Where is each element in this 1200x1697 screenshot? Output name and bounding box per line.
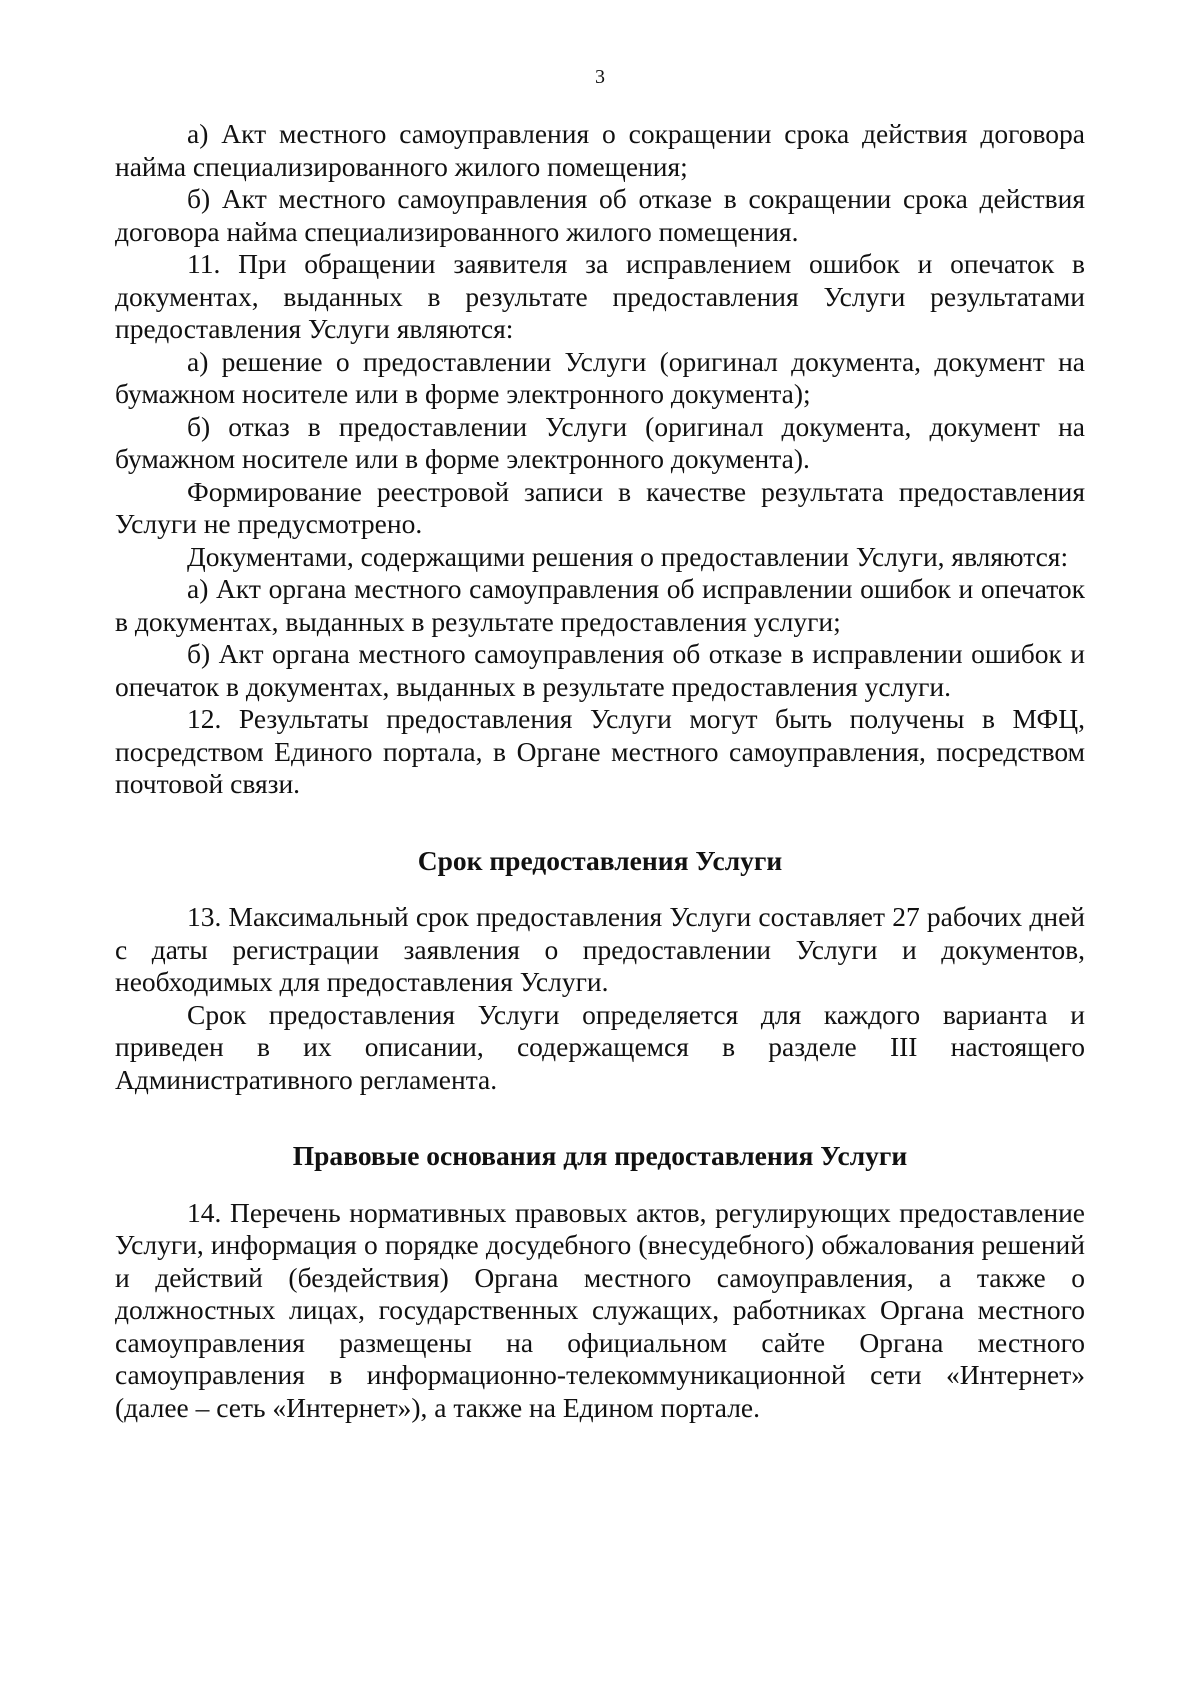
paragraph-12: 12. Результаты предоставления Услуги могут быть получены в МФЦ, посредством Единого портала, в Органе местного самоуправления, посредством почтовой связи. [115,703,1085,799]
paragraph-term-variant: Срок предоставления Услуги определяется для каждого варианта и приведен в их описании, содержащемся в разделе III настоящего Административного регламента. [115,998,1085,1095]
section-heading-legal-basis: Правовые основания для предоставления Услуги [292,1140,908,1171]
paragraph-registry-record: Формирование реестровой записи в качестве результата предоставления Услуги не предусмотрено. [115,475,1085,539]
paragraph-result-a: а) Акт местного самоуправления о сокращении срока действия договора найма специализированного жилого помещения; [115,118,1085,182]
document-body [115,118,1085,1424]
paragraph-decision-a: а) Акт органа местного самоуправления об исправлении ошибок и опечаток в документах, выданных в результате предоставления услуги; [115,573,1085,637]
paragraph-11: 11. При обращении заявителя за исправлением ошибок и опечаток в документах, выданных в результате предоставления Услуги результатами предоставления Услуги являются: [115,248,1085,344]
paragraph-14: 14. Перечень нормативных правовых актов, регулирующих предоставление Услуги, информация о порядке досудебного (внесудебного) обжалования решений и действий (бездействия) Органа местного самоуправления, а также о должностных лицах, государственных служащих, работниках Органа местного самоуправления размещены на официальном сайте Органа местного самоуправления в информационно-телекоммуникационной сети «Интернет» (далее – сеть «Интернет»), а также на Едином портале. [115,1196,1085,1423]
page-number: 3 [595,66,605,88]
paragraph-13: 13. Максимальный срок предоставления Услуги составляет 27 рабочих дней с даты регистрации заявления о предоставлении Услуги и документов, необходимых для предоставления Услуги. [115,901,1085,997]
paragraph-11-b: б) отказ в предоставлении Услуги (оригинал документа, документ на бумажном носителе или в форме электронного документа). [115,410,1085,474]
paragraph-result-b: б) Акт местного самоуправления об отказе в сокращении срока действия договора найма специализированного жилого помещения. [115,183,1085,247]
paragraph-11-a: а) решение о предоставлении Услуги (оригинал документа, документ на бумажном носителе или в форме электронного документа); [115,345,1085,409]
section-heading-term: Срок предоставления Услуги [417,844,783,876]
paragraph-decision-b: б) Акт органа местного самоуправления об отказе в исправлении ошибок и опечаток в документах, выданных в результате предоставления услуги. [115,638,1085,702]
paragraph-decision-documents: Документами, содержащими решения о предоставлении Услуги, являются: [187,540,1069,572]
